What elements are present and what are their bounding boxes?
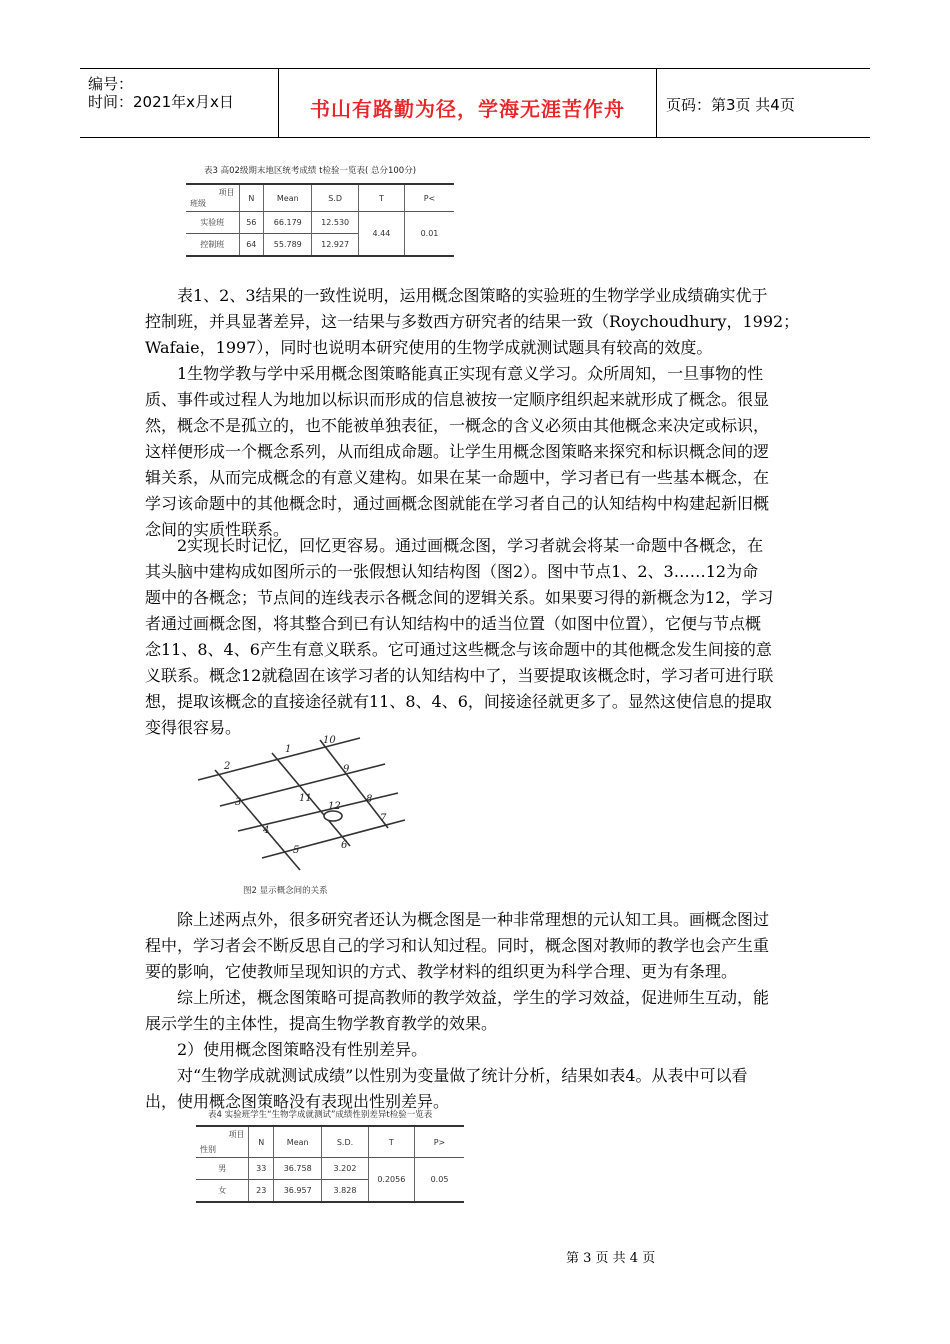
table-4-corner-bottom: 性别: [200, 1145, 216, 1154]
figure-2-caption: 图2 显示概念间的关系: [243, 886, 328, 896]
text-line: 1生物学教与学中采用概念图策略能真正实现有意义学习。众所周知，一旦事物的性: [177, 364, 764, 383]
text-line: 想，提取该概念的直接途径就有11、8、4、6，间接途径就更多了。显然这使信息的提取: [145, 692, 772, 711]
text-line: 除上述两点外，很多研究者还认为概念图是一种非常理想的元认知工具。画概念图过: [177, 910, 770, 929]
page-footer: 第 3 页 共 4 页: [566, 1251, 656, 1266]
table-header-cell: P<: [404, 184, 454, 212]
text-line: 出，使用概念图策略没有表现出性别差异。: [145, 1092, 450, 1111]
text-line: 质、事件或过程人为地加以标识而形成的信息被按一定顺序组织起来就形成了概念。很显: [145, 390, 770, 409]
table-cell: 56: [239, 212, 264, 234]
table-3-corner: [186, 184, 239, 212]
table-cell: 55.789: [264, 234, 312, 257]
text-line: 者通过画概念图，将其整合到已有认知结构中的适当位置（如图中位置），它便与节点概: [145, 614, 762, 633]
table-row-label: 女: [196, 1180, 249, 1203]
document-number: 编号：: [88, 75, 134, 93]
text-line: 2）使用概念图策略没有性别差异。: [177, 1040, 428, 1059]
table-3: [186, 164, 454, 257]
table-row-label: 控制班: [186, 234, 239, 257]
table-cell: 36.957: [274, 1180, 322, 1203]
node-label: 12: [328, 801, 341, 812]
table-cell-t: 0.2056: [368, 1158, 414, 1203]
node-label: 8: [366, 794, 373, 805]
text-line: 学习该命题中的其他概念时，通过画概念图就能在学习者自己的认知结构中构建起新旧概: [145, 494, 770, 513]
text-line: 题中的各概念；节点间的连线表示各概念间的逻辑关系。如果要习得的新概念为12，学习: [145, 588, 774, 607]
table-4: [196, 1108, 464, 1203]
table-cell: 23: [249, 1180, 274, 1203]
table-3-corner-bottom: 班级: [190, 199, 206, 208]
text-line: 念11、8、4、6产生有意义联系。它可通过这些概念与该命题中的其他概念发生间接的意: [145, 640, 772, 659]
figure-2-lines: [198, 738, 405, 870]
paragraph-metacognition: [145, 907, 805, 985]
node-label: 11: [299, 793, 312, 804]
table-4-corner-top: 项目: [228, 1130, 245, 1139]
node-label: 3: [235, 797, 242, 808]
table-cell: 33: [249, 1158, 274, 1180]
table-header-cell: T: [368, 1126, 414, 1158]
table-cell-p: 0.01: [404, 212, 454, 257]
text-line: 2实现长时记忆，回忆更容易。通过画概念图，学习者就会将某一命题中各概念，在: [177, 536, 764, 555]
node-label: 6: [341, 840, 348, 851]
paragraph-gender-heading: [145, 1037, 805, 1063]
table-3-corner-top: 项目: [218, 188, 235, 197]
table-cell-p: 0.05: [415, 1158, 464, 1203]
table-header-cell: N: [249, 1126, 274, 1158]
text-line: 其头脑中建构成如图所示的一张假想认知结构图（图2）。图中节点1、2、3……12为命: [145, 562, 759, 581]
paragraph-summary: [145, 985, 805, 1037]
table-row-label: 实验班: [186, 212, 239, 234]
text-line: 变得很容易。: [145, 718, 242, 737]
page-header: [80, 68, 870, 138]
table-header-cell: Mean: [274, 1126, 322, 1158]
table-cell: 12.927: [312, 234, 358, 257]
table-3-caption: 表3 高02级期末地区统考成绩 t检验一览表( 总分100分): [204, 166, 417, 176]
table-3-grid: [186, 183, 454, 257]
header-page-number: 页码：第3页 共4页: [666, 96, 795, 114]
text-line: 程中，学习者会不断反思自己的学习和认知过程。同时，概念图对教师的教学也会产生重: [145, 936, 770, 955]
table-row-label: 男: [196, 1158, 249, 1180]
diagram-node-12: [324, 811, 342, 821]
table-header-cell: Mean: [264, 184, 312, 212]
table-row: [186, 212, 454, 234]
table-4-caption: 表4 实验班学生“生物学成就测试”成绩性别差异t检验一览表: [208, 1110, 433, 1120]
paragraph-long-term-memory: [145, 533, 805, 741]
text-line: 念间的实质性联系。: [145, 520, 290, 539]
paragraph-consistency: [145, 283, 805, 361]
text-line: 义联系。概念12就稳固在该学习者的认知结构中了，当要提取该概念时，学习者可进行联: [145, 666, 774, 685]
text-line: Wafaie，1997），同时也说明本研究使用的生物学成就测试题具有较高的效度。: [145, 338, 713, 357]
table-cell: 64: [239, 234, 264, 257]
document-date: 时间：2021年x月x日: [88, 93, 234, 111]
table-cell: 66.179: [264, 212, 312, 234]
text-line: 然，概念不是孤立的，也不能被单独表征，一概念的含义必须由其他概念来决定或标识，: [145, 416, 770, 435]
text-line: 这样便形成一个概念系列，从而组成命题。让学生用概念图策略来探究和标识概念间的逻: [145, 442, 770, 461]
node-label: 2: [224, 761, 231, 772]
text-line: 对“生物学成就测试成绩”以性别为变量做了统计分析，结果如表4。从表中可以看: [177, 1066, 748, 1085]
text-line: 展示学生的主体性，提高生物学教育教学的效果。: [145, 1014, 498, 1033]
table-4-grid: [196, 1125, 464, 1203]
text-line: 控制班，并具显著差异，这一结果与多数西方研究者的结果一致（Roychoudhury，1992；: [145, 312, 800, 331]
node-label: 4: [263, 825, 270, 836]
text-line: 表1、2、3结果的一致性说明，运用概念图策略的实验班的生物学学业成绩确实优于: [177, 286, 768, 305]
paragraph-meaningful-learning: [145, 361, 805, 543]
table-cell-t: 4.44: [358, 212, 404, 257]
table-cell: 3.828: [322, 1180, 368, 1203]
text-line: 辑关系，从而完成概念的有意义建构。如果在某一命题中，学习者已有一些基本概念，在: [145, 468, 770, 487]
node-label: 9: [343, 764, 350, 775]
header-motto-cell: [279, 69, 657, 137]
table-cell: 3.202: [322, 1158, 368, 1180]
node-label: 10: [323, 735, 336, 746]
text-line: 综上所述，概念图策略可提高教师的教学效益，学生的学习效益，促进师生互动，能: [177, 988, 770, 1007]
table-header-cell: N: [239, 184, 264, 212]
header-page-cell: [657, 69, 870, 137]
header-meta: [80, 69, 279, 137]
header-motto: 书山有路勤为径，学海无涯苦作舟: [310, 97, 625, 121]
table-cell: 12.530: [312, 212, 358, 234]
node-label: 7: [380, 813, 387, 824]
figure-2-diagram: [190, 728, 420, 898]
table-header-cell: T: [358, 184, 404, 212]
node-label: 1: [285, 744, 292, 755]
table-row: [196, 1158, 464, 1180]
text-line: 要的影响，它使教师呈现知识的方式、教学材料的组织更为科学合理、更为有条理。: [145, 962, 738, 981]
node-label: 5: [293, 845, 300, 856]
table-header-cell: P>: [415, 1126, 464, 1158]
table-header-cell: S.D.: [322, 1126, 368, 1158]
table-header-cell: S.D: [312, 184, 358, 212]
table-cell: 36.758: [274, 1158, 322, 1180]
table-4-corner: [196, 1126, 249, 1158]
